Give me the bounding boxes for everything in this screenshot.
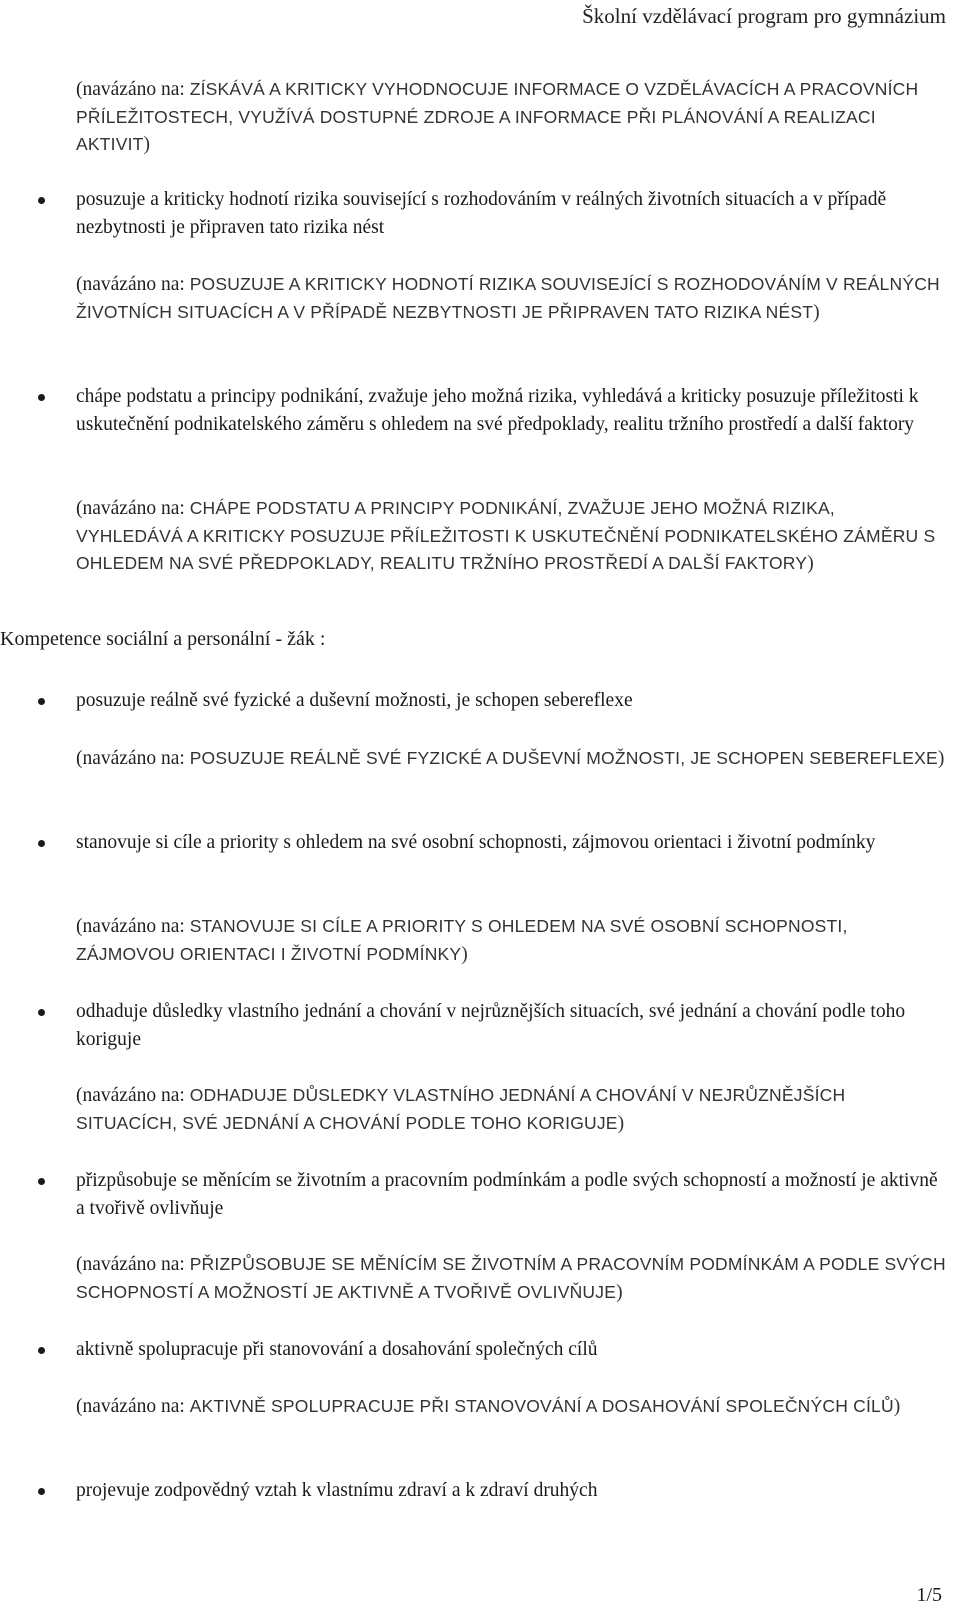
bullet-text: přizpůsobuje se měnícím se životním a pracovním podmínkám a podle svých schopností a možností je aktivně a tvořivě ovlivňuje bbox=[76, 1170, 938, 1219]
bullet-text: posuzuje reálně své fyzické a duševní možnosti, je schopen sebereflexe bbox=[76, 690, 633, 711]
bullet-item bbox=[76, 186, 946, 241]
ref-label: (navázáno na: bbox=[76, 1254, 190, 1275]
ref-text: AKTIVNĚ SPOLUPRACUJE PŘI STANOVOVÁNÍ A DOSAHOVÁNÍ SPOLEČNÝCH CÍLŮ bbox=[189, 1396, 894, 1416]
ref-close: ) bbox=[893, 1396, 901, 1417]
reference-item bbox=[76, 745, 946, 773]
ref-close: ) bbox=[616, 1281, 623, 1303]
ref-text: ODHADUJE DŮSLEDKY VLASTNÍHO JEDNÁNÍ A CHOVÁNÍ V NEJRŮZNĚJŠÍCH SITUACÍCH, SVÉ JEDNÁNÍ A CHOVÁNÍ PODLE TOHO KORIGUJE bbox=[76, 1085, 846, 1133]
bullet-text: aktivně spolupracuje při stanovování a dosahování společných cílů bbox=[76, 1339, 598, 1360]
reference-item bbox=[76, 913, 946, 968]
reference-item bbox=[76, 495, 946, 578]
ref-close: ) bbox=[617, 1112, 625, 1134]
bullet-item bbox=[76, 829, 946, 857]
bullet-item bbox=[76, 998, 946, 1053]
bullet-text: projevuje zodpovědný vztah k vlastnímu zdraví a k zdraví druhých bbox=[76, 1480, 598, 1501]
reference-item bbox=[76, 76, 946, 159]
ref-text: CHÁPE PODSTATU A PRINCIPY PODNIKÁNÍ, ZVAŽUJE JEHO MOŽNÁ RIZIKA, VYHLEDÁVÁ A KRITICKY POSUZUJE PŘÍLEŽITOSTI K USKUTEČNĚNÍ PODNIKATELSKÉHO ZÁMĚRU S OHLEDEM NA SVÉ PŘEDPOKLADY, REALITU TRŽNÍHO PROSTŘEDÍ A DALŠÍ FAKTORY bbox=[76, 498, 936, 573]
ref-label: (navázáno na: bbox=[76, 274, 190, 295]
ref-close: ) bbox=[143, 134, 151, 155]
ref-text: PŘIZPŮSOBUJE SE MĚNÍCÍM SE ŽIVOTNÍM A PRACOVNÍM PODMÍNKÁM A PODLE SVÝCH SCHOPNOSTÍ A MOŽNOSTÍ JE AKTIVNĚ A TVOŘIVĚ OVLIVŇUJE bbox=[76, 1254, 946, 1302]
reference-item bbox=[76, 1393, 946, 1421]
bullet-item bbox=[76, 1477, 946, 1505]
document-header: Školní vzdělávací program pro gymnázium bbox=[582, 4, 946, 28]
ref-label: (navázáno na: bbox=[76, 1396, 190, 1417]
page-number: 1/5 bbox=[916, 1584, 942, 1606]
bullet-icon bbox=[38, 197, 45, 204]
ref-close: ) bbox=[461, 943, 468, 965]
bullet-text: posuzuje a kriticky hodnotí rizika související s rozhodováním v reálných životních situacích a v případě nezbytnosti je připraven tato rizika nést bbox=[76, 189, 887, 238]
ref-label: (navázáno na: bbox=[76, 1085, 190, 1106]
reference-item bbox=[76, 1082, 946, 1137]
ref-text: POSUZUJE A KRITICKY HODNOTÍ RIZIKA SOUVISEJÍCÍ S ROZHODOVÁNÍM V REÁLNÝCH ŽIVOTNÍCH SITUACÍCH A V PŘÍPADĚ NEZBYTNOSTI JE PŘIPRAVEN TATO RIZIKA NÉST bbox=[76, 274, 940, 322]
section-heading: Kompetence sociální a personální - žák : bbox=[0, 628, 326, 650]
ref-close: ) bbox=[937, 748, 945, 769]
bullet-icon bbox=[38, 698, 45, 705]
ref-label: (navázáno na: bbox=[76, 916, 190, 937]
bullet-icon bbox=[38, 1009, 45, 1016]
ref-close: ) bbox=[813, 301, 820, 323]
bullet-icon bbox=[38, 1178, 45, 1185]
bullet-text: chápe podstatu a principy podnikání, zvažuje jeho možná rizika, vyhledává a kriticky posuzuje příležitosti k uskutečnění podnikatelského záměru s ohledem na své předpoklady, realitu tržního prostředí a další faktory bbox=[76, 386, 919, 435]
bullet-icon bbox=[38, 394, 45, 401]
ref-text: ZÍSKÁVÁ A KRITICKY VYHODNOCUJE INFORMACE O VZDĚLÁVACÍCH A PRACOVNÍCH PŘÍLEŽITOSTECH, VYUŽÍVÁ DOSTUPNÉ ZDROJE A INFORMACE PŘI PLÁNOVÁNÍ A REALIZACI AKTIVIT bbox=[76, 79, 919, 154]
bullet-icon bbox=[38, 1488, 45, 1495]
ref-text: POSUZUJE REÁLNĚ SVÉ FYZICKÉ A DUŠEVNÍ MOŽNOSTI, JE SCHOPEN SEBEREFLEXE bbox=[189, 748, 938, 768]
ref-label: (navázáno na: bbox=[76, 498, 190, 519]
ref-text: STANOVUJE SI CÍLE A PRIORITY S OHLEDEM NA SVÉ OSOBNÍ SCHOPNOSTI, ZÁJMOVOU ORIENTACI I ŽIVOTNÍ PODMÍNKY bbox=[76, 916, 848, 964]
ref-label: (navázáno na: bbox=[76, 748, 190, 769]
bullet-item bbox=[76, 1336, 946, 1364]
bullet-item bbox=[76, 1167, 946, 1222]
ref-label: (navázáno na: bbox=[76, 79, 190, 100]
reference-item bbox=[76, 1251, 946, 1306]
ref-close: ) bbox=[807, 553, 814, 574]
bullet-icon bbox=[38, 840, 45, 847]
bullet-text: odhaduje důsledky vlastního jednání a chování v nejrůznějších situacích, své jednání a chování podle toho koriguje bbox=[76, 1001, 906, 1050]
bullet-text: stanovuje si cíle a priority s ohledem na své osobní schopnosti, zájmovou orientaci i životní podmínky bbox=[76, 832, 876, 853]
bullet-icon bbox=[38, 1347, 45, 1354]
bullet-item bbox=[76, 383, 946, 438]
reference-item bbox=[76, 271, 946, 326]
bullet-item bbox=[76, 687, 946, 715]
